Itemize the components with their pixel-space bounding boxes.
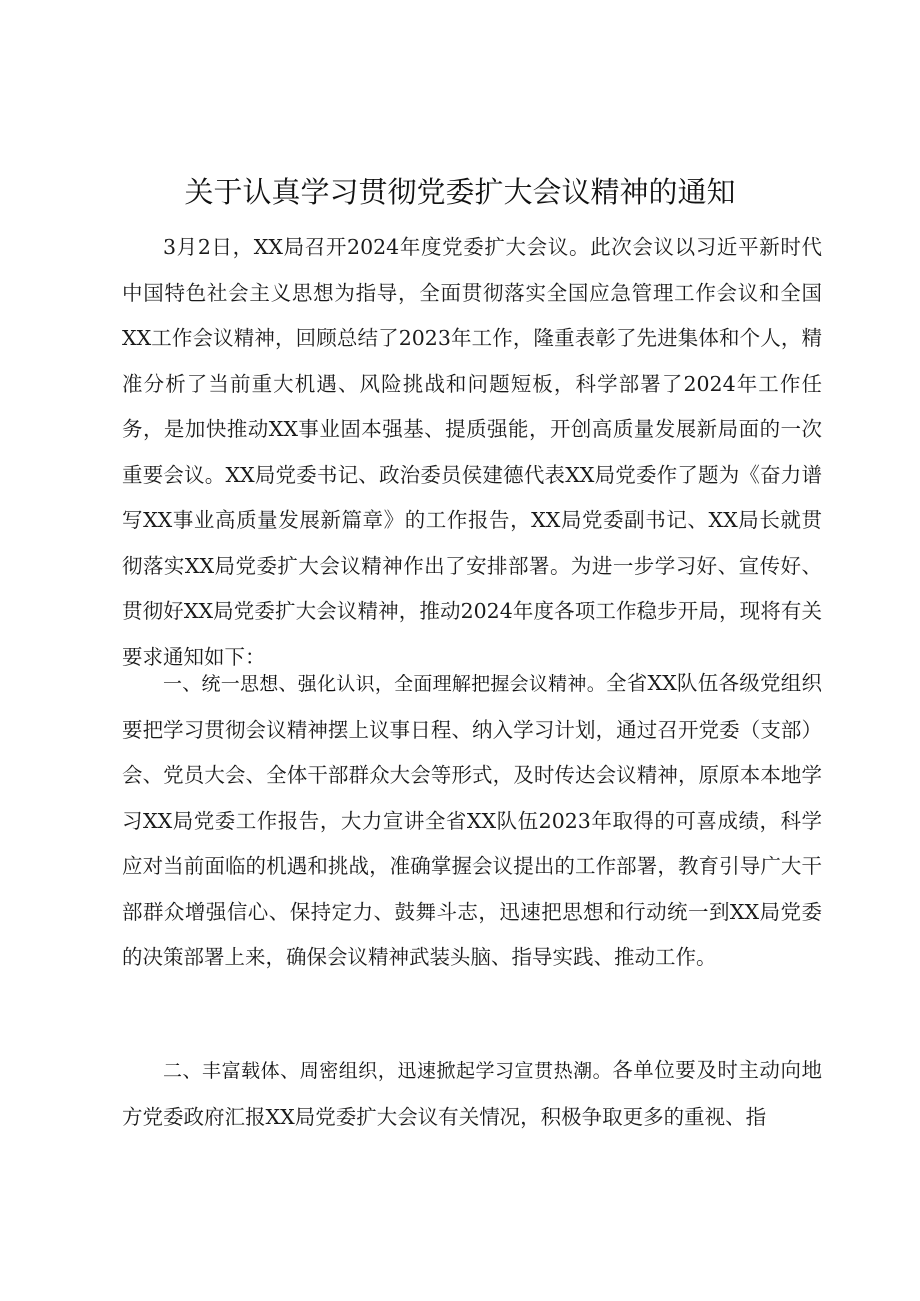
paragraph-section-1 <box>122 661 822 981</box>
paragraph-intro <box>122 225 822 680</box>
section-1-heading: 一、统一思想、强化认识，全面理解把握会议精神。 <box>163 673 606 695</box>
section-2-heading: 二、丰富载体、周密组织，迅速掀起学习宣贯热潮。 <box>163 1060 613 1082</box>
section-1-text: 全省XX队伍各级党组织要把学习贯彻会议精神摆上议事日程、纳入学习计划，通过召开党委（支部）会、党员大会、全体干部群众大会等形式，及时传达会议精神，原原本本地学习XX局党委工作报告，大力宣讲全省XX队伍2023年取得的可喜成绩，科学应对当前面临的机遇和挑战，准确掌握会议提出的工作部署，教育引导广大干部群众增强信心、保持定力、鼓舞斗志，迅速把思想和行动统一到XX局党委的决策部署上来，确保会议精神武装头脑、指导实践、推动工作。 <box>122 671 822 969</box>
document-title: 关于认真学习贯彻党委扩大会议精神的通知 <box>184 175 736 209</box>
paragraph-intro-text: 3月2日，XX局召开2024年度党委扩大会议。此次会议以习近平新时代中国特色社会主义思想为指导，全面贯彻落实全国应急管理工作会议和全国XX工作会议精神，回顾总结了2023年工作，隆重表彰了先进集体和个人，精准分析了当前重大机遇、风险挑战和问题短板，科学部署了2024年工作任务，是加快推动XX事业固本强基、提质强能，开创高质量发展新局面的一次重要会议。XX局党委书记、政治委员侯建德代表XX局党委作了题为《奋力谱写XX事业高质量发展新篇章》的工作报告，XX局党委副书记、XX局长就贯彻落实XX局党委扩大会议精神作出了安排部署。为进一步学习好、宣传好、贯彻好XX局党委扩大会议精神，推动2024年度各项工作稳步开局，现将有关要求通知如下： <box>122 235 822 669</box>
section-2-text: 各单位要及时主动向地方党委政府汇报XX局党委扩大会议有关情况，积极争取更多的重视、指 <box>122 1058 822 1129</box>
paragraph-section-2 <box>122 1048 822 1140</box>
